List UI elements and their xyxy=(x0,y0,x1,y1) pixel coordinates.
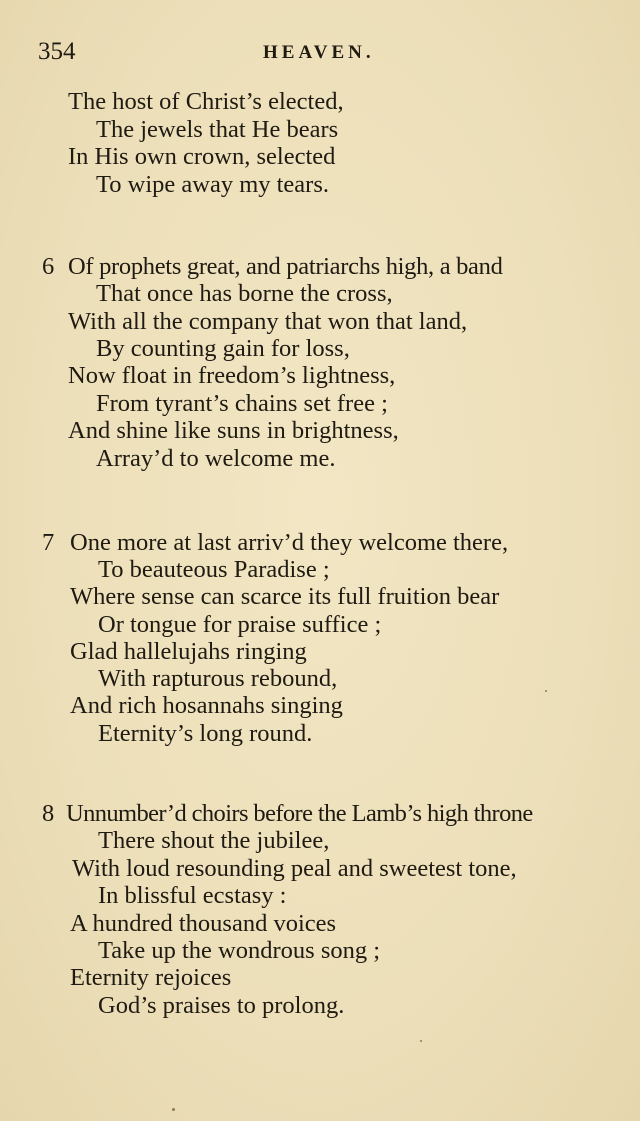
poem-line: Unnumber’d choirs before the Lamb’s high throne xyxy=(66,800,533,827)
poem-line: And rich hosannahs singing xyxy=(70,692,343,719)
poem-line: Glad hallelujahs ringing xyxy=(70,638,307,665)
poem-line: God’s praises to prolong. xyxy=(98,992,345,1019)
poem-line: And shine like suns in brightness, xyxy=(68,417,399,444)
poem-line: One more at last arriv’d they welcome there, xyxy=(70,529,509,556)
poem-line: In blissful ecstasy : xyxy=(98,882,287,909)
paper-speck xyxy=(545,690,547,692)
poem-line: In His own crown, selected xyxy=(68,143,336,170)
poem-line: Where sense can scarce its full fruition bear xyxy=(70,583,500,610)
poem-line: A hundred thousand voices xyxy=(70,910,337,937)
poem-line: That once has borne the cross, xyxy=(96,280,393,307)
poem-line: The host of Christ’s elected, xyxy=(68,88,344,115)
poem-line: To beauteous Paradise ; xyxy=(98,556,330,583)
verse-number: 7 xyxy=(42,529,55,556)
poem-line: Array’d to welcome me. xyxy=(96,445,336,472)
poem-line: To wipe away my tears. xyxy=(96,171,330,198)
poem-line: From tyrant’s chains set free ; xyxy=(96,390,388,417)
poem-line: Of prophets great, and patriarchs high, a band xyxy=(68,253,503,280)
poem-line: There shout the jubilee, xyxy=(98,827,330,854)
poem-line: Or tongue for praise suffice ; xyxy=(98,611,382,638)
poem-line: Take up the wondrous song ; xyxy=(98,937,381,964)
poem-line: The jewels that He bears xyxy=(96,116,339,143)
paper-speck xyxy=(172,1108,175,1111)
poem-line: Eternity rejoices xyxy=(70,964,232,991)
poem-line: By counting gain for loss, xyxy=(96,335,350,362)
poem-line: With all the company that won that land, xyxy=(68,308,468,335)
verse-number: 6 xyxy=(42,253,55,280)
poem-line: Now float in freedom’s lightness, xyxy=(68,362,396,389)
poem-line: With rapturous rebound, xyxy=(98,665,338,692)
poem-line: Eternity’s long round. xyxy=(98,720,313,747)
verse-number: 8 xyxy=(42,800,55,827)
page-number: 354 xyxy=(38,38,76,65)
paper-speck xyxy=(420,1040,422,1042)
poem-line: With loud resounding peal and sweetest tone, xyxy=(72,855,517,882)
running-title: HEAVEN. xyxy=(263,42,375,63)
